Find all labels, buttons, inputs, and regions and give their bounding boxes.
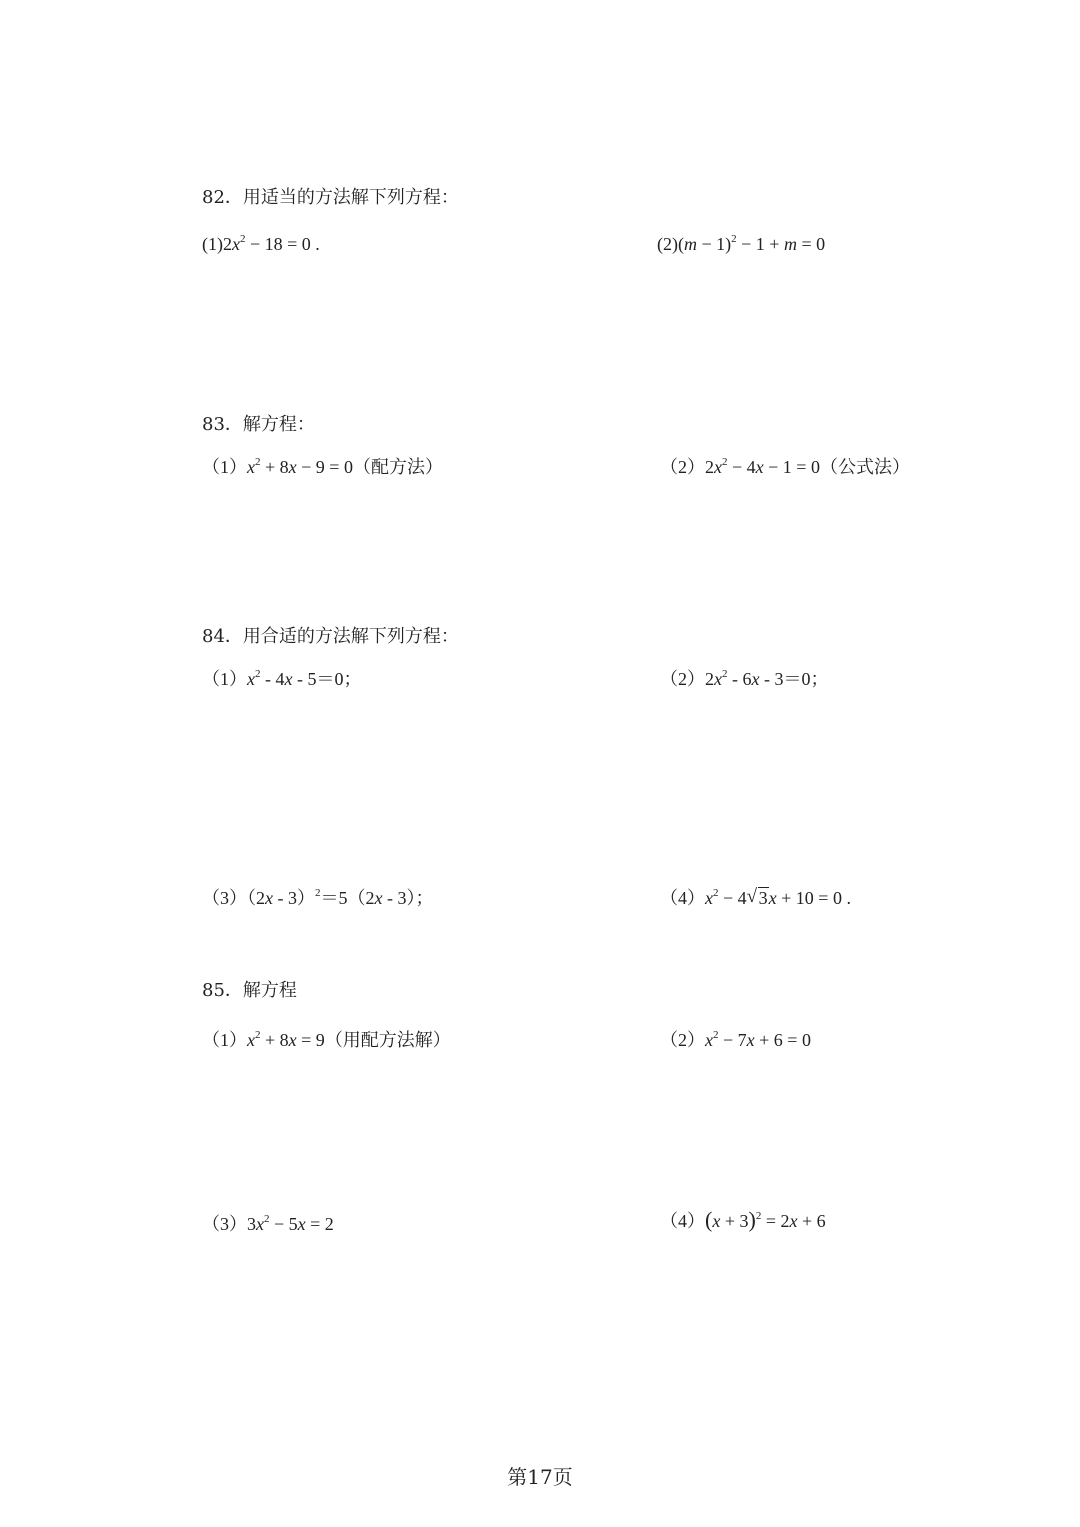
method-note: （公式法） [819,457,910,477]
part-label: （1） [202,457,247,477]
equation: $x^2 - 4√$ 3x + 10 = 0 . [705,888,851,908]
part-label: （3） [202,1214,247,1234]
q85-part2 [660,1026,811,1052]
q85-part4 [660,1207,826,1233]
part-label: (1) [202,234,223,254]
equation: （2x - 3）$^2$＝5（2x - 3）； [247,887,434,908]
equation: $2x^2 - 4x - 1 = 0$ [705,456,820,477]
part-label: （2） [660,1030,705,1050]
part-label: （3） [202,888,247,908]
method-note: （用配方法解） [324,1030,451,1050]
q83-part1 [202,453,443,479]
q82-part1 [202,234,320,255]
q85-part1 [202,1026,451,1052]
question-83-title: 83．解方程： [202,414,315,435]
equation: $(m - 1)^2 - 1 + m = 0$ [678,233,826,254]
equation: $(x + 3)^2 = 2x + 6$ [705,1207,826,1232]
sqrt-symbol: √ 3 [747,888,769,909]
part-label: （4） [660,1211,705,1231]
equation: $3x^2 - 5x = 2$ [247,1213,334,1234]
q83-part2 [660,453,910,479]
part-label: （4） [660,888,705,908]
part-label: （1） [202,1030,247,1050]
question-82-title: 82．用适当的方法解下列方程： [202,187,459,208]
question-84-title: 84．用合适的方法解下列方程： [202,626,459,647]
q84-part4 [660,884,851,910]
question-85-title: 85．解方程 [202,980,297,1001]
q84-part3 [202,884,434,910]
part-label: （2） [660,457,705,477]
q84-part1 [202,665,362,691]
method-note: （配方法） [352,457,443,477]
q82-part2 [657,234,825,255]
equation: $2x^2 - 6x - 3=0$； [705,668,829,689]
equation: $x^2 + 8x - 9 = 0$ [247,456,353,477]
page-number: 第17页 [507,1465,573,1489]
part-label: （1） [202,669,247,689]
part-label: （2） [660,669,705,689]
q84-part2 [660,665,829,691]
q85-part3 [202,1210,334,1236]
equation: $x^2 + 8x = 9$ [247,1029,325,1050]
equation: $x^2 - 4x - 5=0$； [247,668,362,689]
equation: $2x^2 - 18 = 0$ . [223,233,320,254]
part-label: (2) [657,234,678,254]
equation: $x^2 - 7x + 6 = 0$ [705,1029,811,1050]
